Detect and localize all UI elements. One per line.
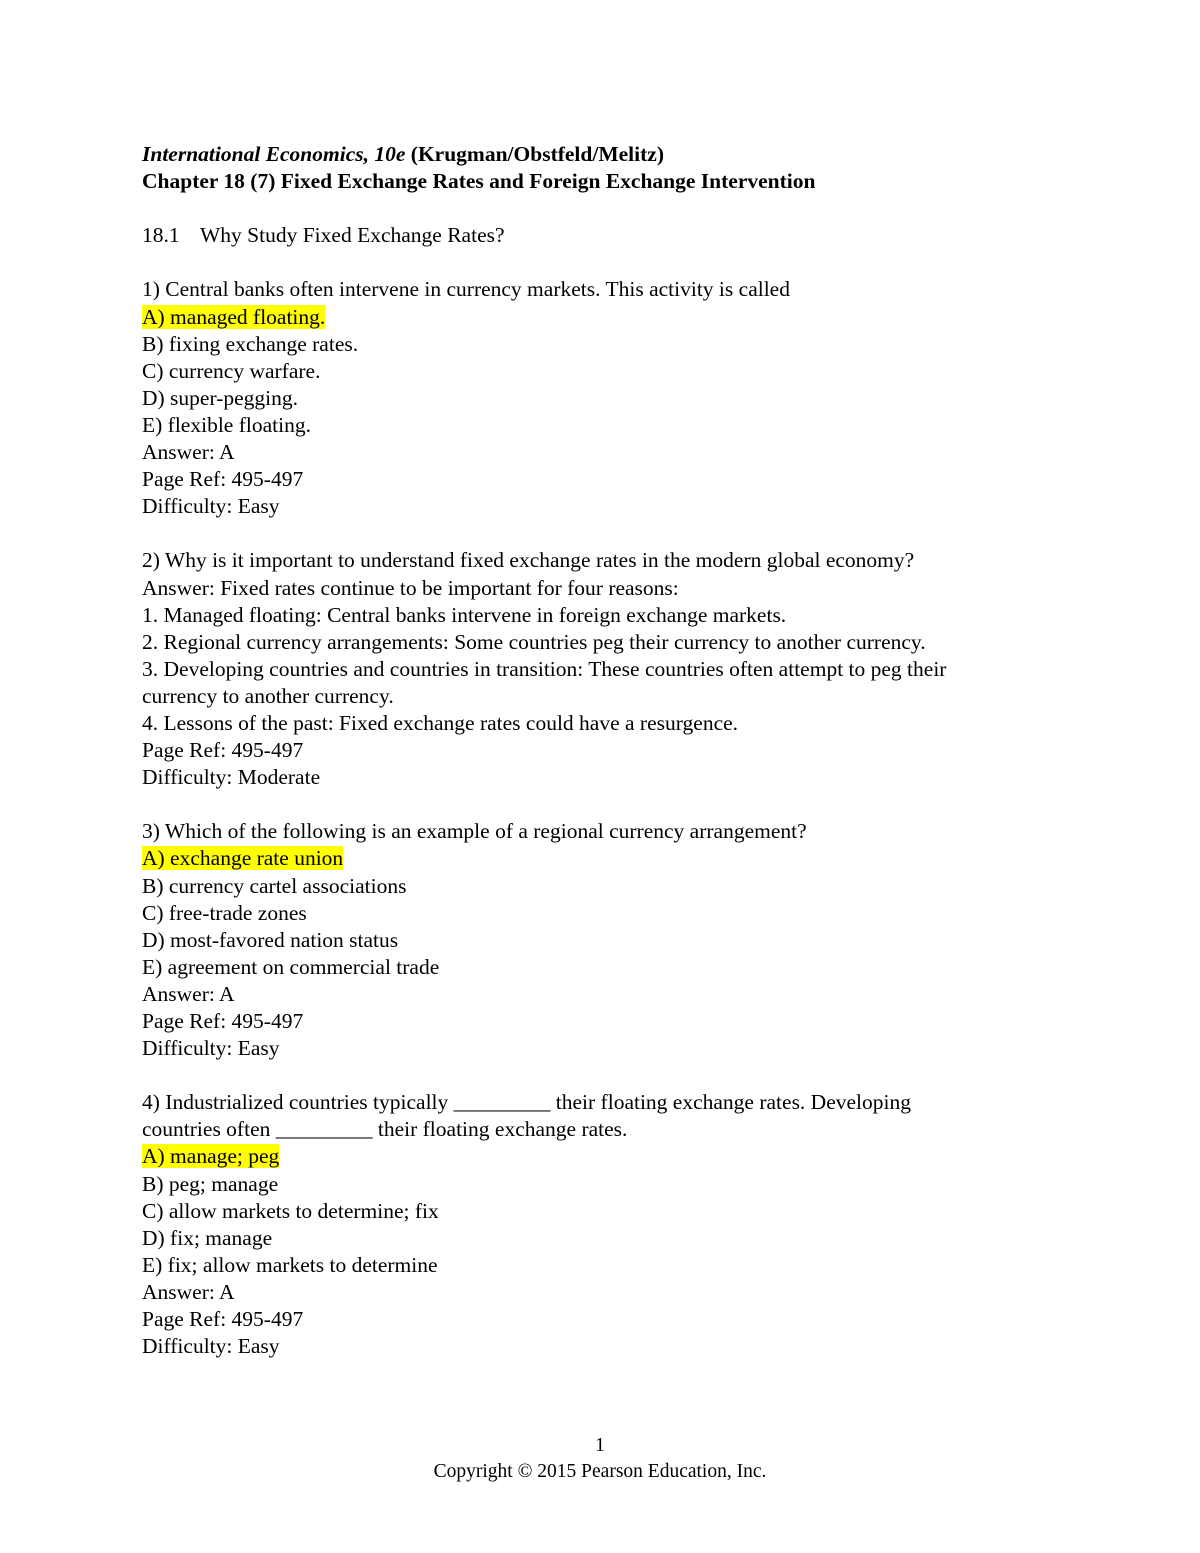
question-2 <box>142 547 1042 791</box>
question-text-part: countries often <box>142 1117 276 1142</box>
option-d: D) most-favored nation status <box>142 927 399 952</box>
question-text-line-1 <box>142 1089 1042 1116</box>
answer-line: 4. Lessons of the past: Fixed exchange rates could have a resurgence. <box>142 710 739 735</box>
answer-line: 1. Managed floating: Central banks intervene in foreign exchange markets. <box>142 602 787 627</box>
difficulty: Difficulty: Easy <box>142 1036 280 1061</box>
answer-line: 2. Regional currency arrangements: Some countries peg their currency to another currency. <box>142 629 926 654</box>
page-ref: Page Ref: 495-497 <box>142 467 304 492</box>
option-b: B) peg; manage <box>142 1171 279 1196</box>
correct-answer-highlight: A) managed floating. <box>142 304 326 329</box>
page-ref: Page Ref: 495-497 <box>142 1009 304 1033</box>
chapter-title: Chapter 18 (7) Fixed Exchange Rates and Foreign Exchange Intervention <box>142 169 816 194</box>
question-1 <box>142 276 1042 520</box>
copyright-notice: Copyright © 2015 Pearson Education, Inc. <box>433 1461 767 1482</box>
option-d: D) fix; manage <box>142 1225 273 1250</box>
correct-answer-highlight: A) manage; peg <box>142 1144 280 1169</box>
book-authors: (Krugman/Obstfeld/Melitz) <box>410 142 664 166</box>
answer: Answer: A <box>142 1279 235 1304</box>
option-c: C) allow markets to determine; fix <box>142 1198 439 1223</box>
option-c: C) currency warfare. <box>142 358 321 383</box>
section-heading <box>142 222 1042 249</box>
question-text-part: 4) Industrialized countries typically <box>142 1090 454 1115</box>
option-e: E) fix; allow markets to determine <box>142 1252 438 1277</box>
fill-blank: _________ <box>275 1117 373 1142</box>
option-e: E) flexible floating. <box>142 412 311 437</box>
answer-line: 3. Developing countries and countries in transition: These countries often attempt to peg their <box>142 656 947 681</box>
option-a <box>142 304 1042 331</box>
answer: Answer: A <box>142 981 235 1006</box>
book-header-line <box>142 141 1042 168</box>
option-d: D) super-pegging. <box>142 385 299 410</box>
option-c: C) free-trade zones <box>142 900 307 925</box>
option-a <box>142 1143 1042 1170</box>
question-text: 3) Which of the following is an example of a regional currency arrangement? <box>142 819 807 844</box>
page-ref: Page Ref: 495-497 <box>142 738 304 763</box>
difficulty: Difficulty: Moderate <box>142 765 321 790</box>
spacer <box>142 249 1042 276</box>
question-text-part: their floating exchange rates. <box>372 1117 628 1142</box>
spacer <box>142 791 1042 818</box>
option-a <box>142 845 1042 872</box>
spacer <box>142 195 1042 222</box>
answer-line: currency to another currency. <box>142 683 394 708</box>
page-ref: Page Ref: 495-497 <box>142 1307 304 1332</box>
difficulty: Difficulty: Easy <box>142 494 280 519</box>
question-text: 1) Central banks often intervene in currency markets. This activity is called <box>142 277 790 302</box>
question-text-part: their floating exchange rates. Developing <box>550 1090 911 1115</box>
option-b: B) currency cartel associations <box>142 873 407 898</box>
section-number: 18.1 <box>142 223 180 248</box>
answer: Answer: A <box>142 440 235 465</box>
answer-line: Answer: Fixed rates continue to be important for four reasons: <box>142 575 679 600</box>
document-body <box>142 141 1042 1360</box>
difficulty: Difficulty: Easy <box>142 1334 280 1359</box>
correct-answer-highlight: A) exchange rate union <box>142 846 344 871</box>
spacer <box>142 1062 1042 1089</box>
fill-blank: _________ <box>453 1090 551 1115</box>
spacer <box>142 520 1042 547</box>
page-number: 1 <box>595 1435 605 1456</box>
question-4 <box>142 1089 1042 1360</box>
book-title: International Economics, 10e <box>142 142 406 166</box>
option-e: E) agreement on commercial trade <box>142 954 440 979</box>
option-b: B) fixing exchange rates. <box>142 331 359 356</box>
question-text: 2) Why is it important to understand fixed exchange rates in the modern global economy? <box>142 548 915 573</box>
section-title: Why Study Fixed Exchange Rates? <box>200 223 505 248</box>
question-3 <box>142 818 1042 1062</box>
question-text-line-2 <box>142 1116 1042 1143</box>
